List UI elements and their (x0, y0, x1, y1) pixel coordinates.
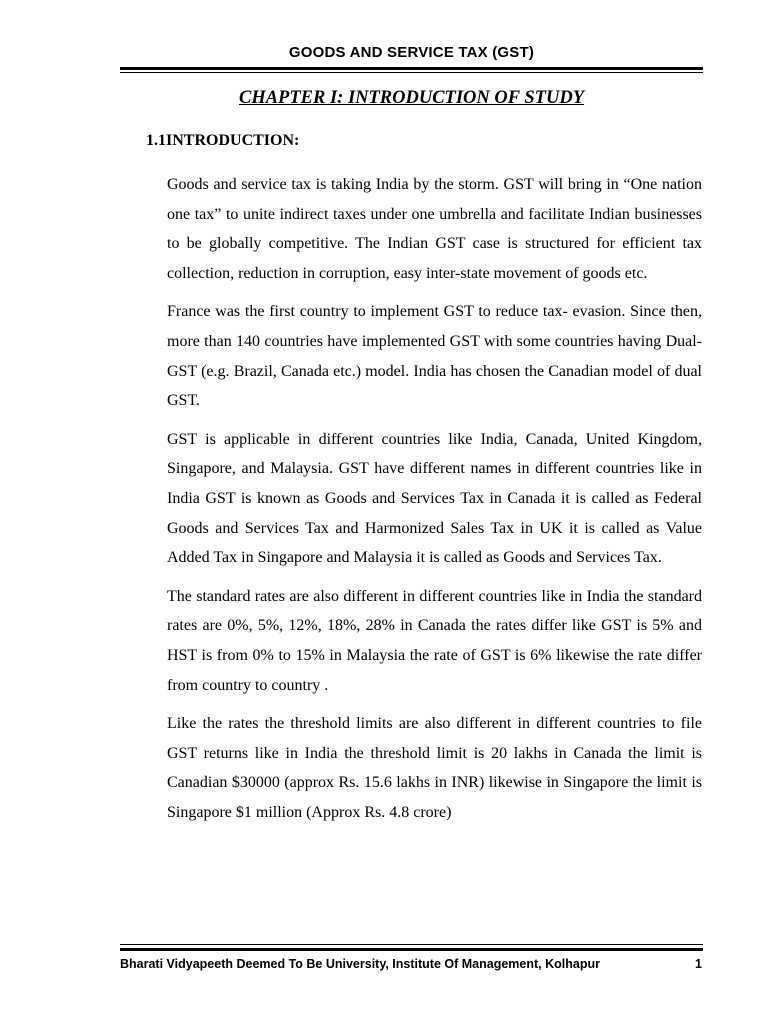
section-heading: 1.1INTRODUCTION: (146, 132, 300, 149)
page-number: 1 (695, 957, 702, 971)
footer-rule-thin (120, 944, 703, 945)
paragraph: France was the first country to implement GST to reduce tax- evasion. Since then, more than 140 countries have implemented GST with some countries having Dual-GST (e.g. Brazil, Canada etc.) model. India has chosen the Canadian model of dual GST. (167, 303, 702, 410)
paragraph: The standard rates are also different in different countries like in India the standard rates are 0%, 5%, 12%, 18%, 28% in Canada the rates differ like GST is 5% and HST is from 0% to 15% in Malaysia the rate of GST is 6% likewise the rate differ from country to country . (167, 587, 702, 694)
header-rule-thin (120, 72, 703, 73)
body-text (167, 170, 702, 836)
footer-institution: Bharati Vidyapeeth Deemed To Be University, Institute Of Management, Kolhapur (120, 957, 600, 971)
header-title: GOODS AND SERVICE TAX (GST) (288, 44, 535, 61)
header-rule-thick (120, 67, 703, 70)
paragraph: Goods and service tax is taking India by the storm. GST will bring in “One nation one tax” to unite indirect taxes under one umbrella and facilitate Indian businesses to be globally competitive. The Indian GST case is structured for efficient tax collection, reduction in corruption, easy inter-state movement of goods etc. (167, 176, 702, 282)
chapter-title: CHAPTER I: INTRODUCTION OF STUDY (238, 88, 585, 108)
paragraph: GST is applicable in different countries like India, Canada, United Kingdom, Singapore, and Malaysia. GST have different names in different countries like in India GST is known as Goods and Services Tax in Canada it is called as Federal Goods and Services Tax and Harmonized Sales Tax in UK it is called as Value Added Tax in Singapore and Malaysia it is called as Goods and Services Tax. (167, 430, 702, 567)
paragraph: Like the rates the threshold limits are also different in different countries to file GST returns like in India the threshold limit is 20 lakhs in Canada the limit is Canadian $30000 (approx Rs. 15.6 lakhs in INR) likewise in Singapore the limit is Singapore $1 million (Approx Rs. 4.8 crore) (167, 715, 702, 821)
footer-rule-thick (120, 948, 703, 951)
